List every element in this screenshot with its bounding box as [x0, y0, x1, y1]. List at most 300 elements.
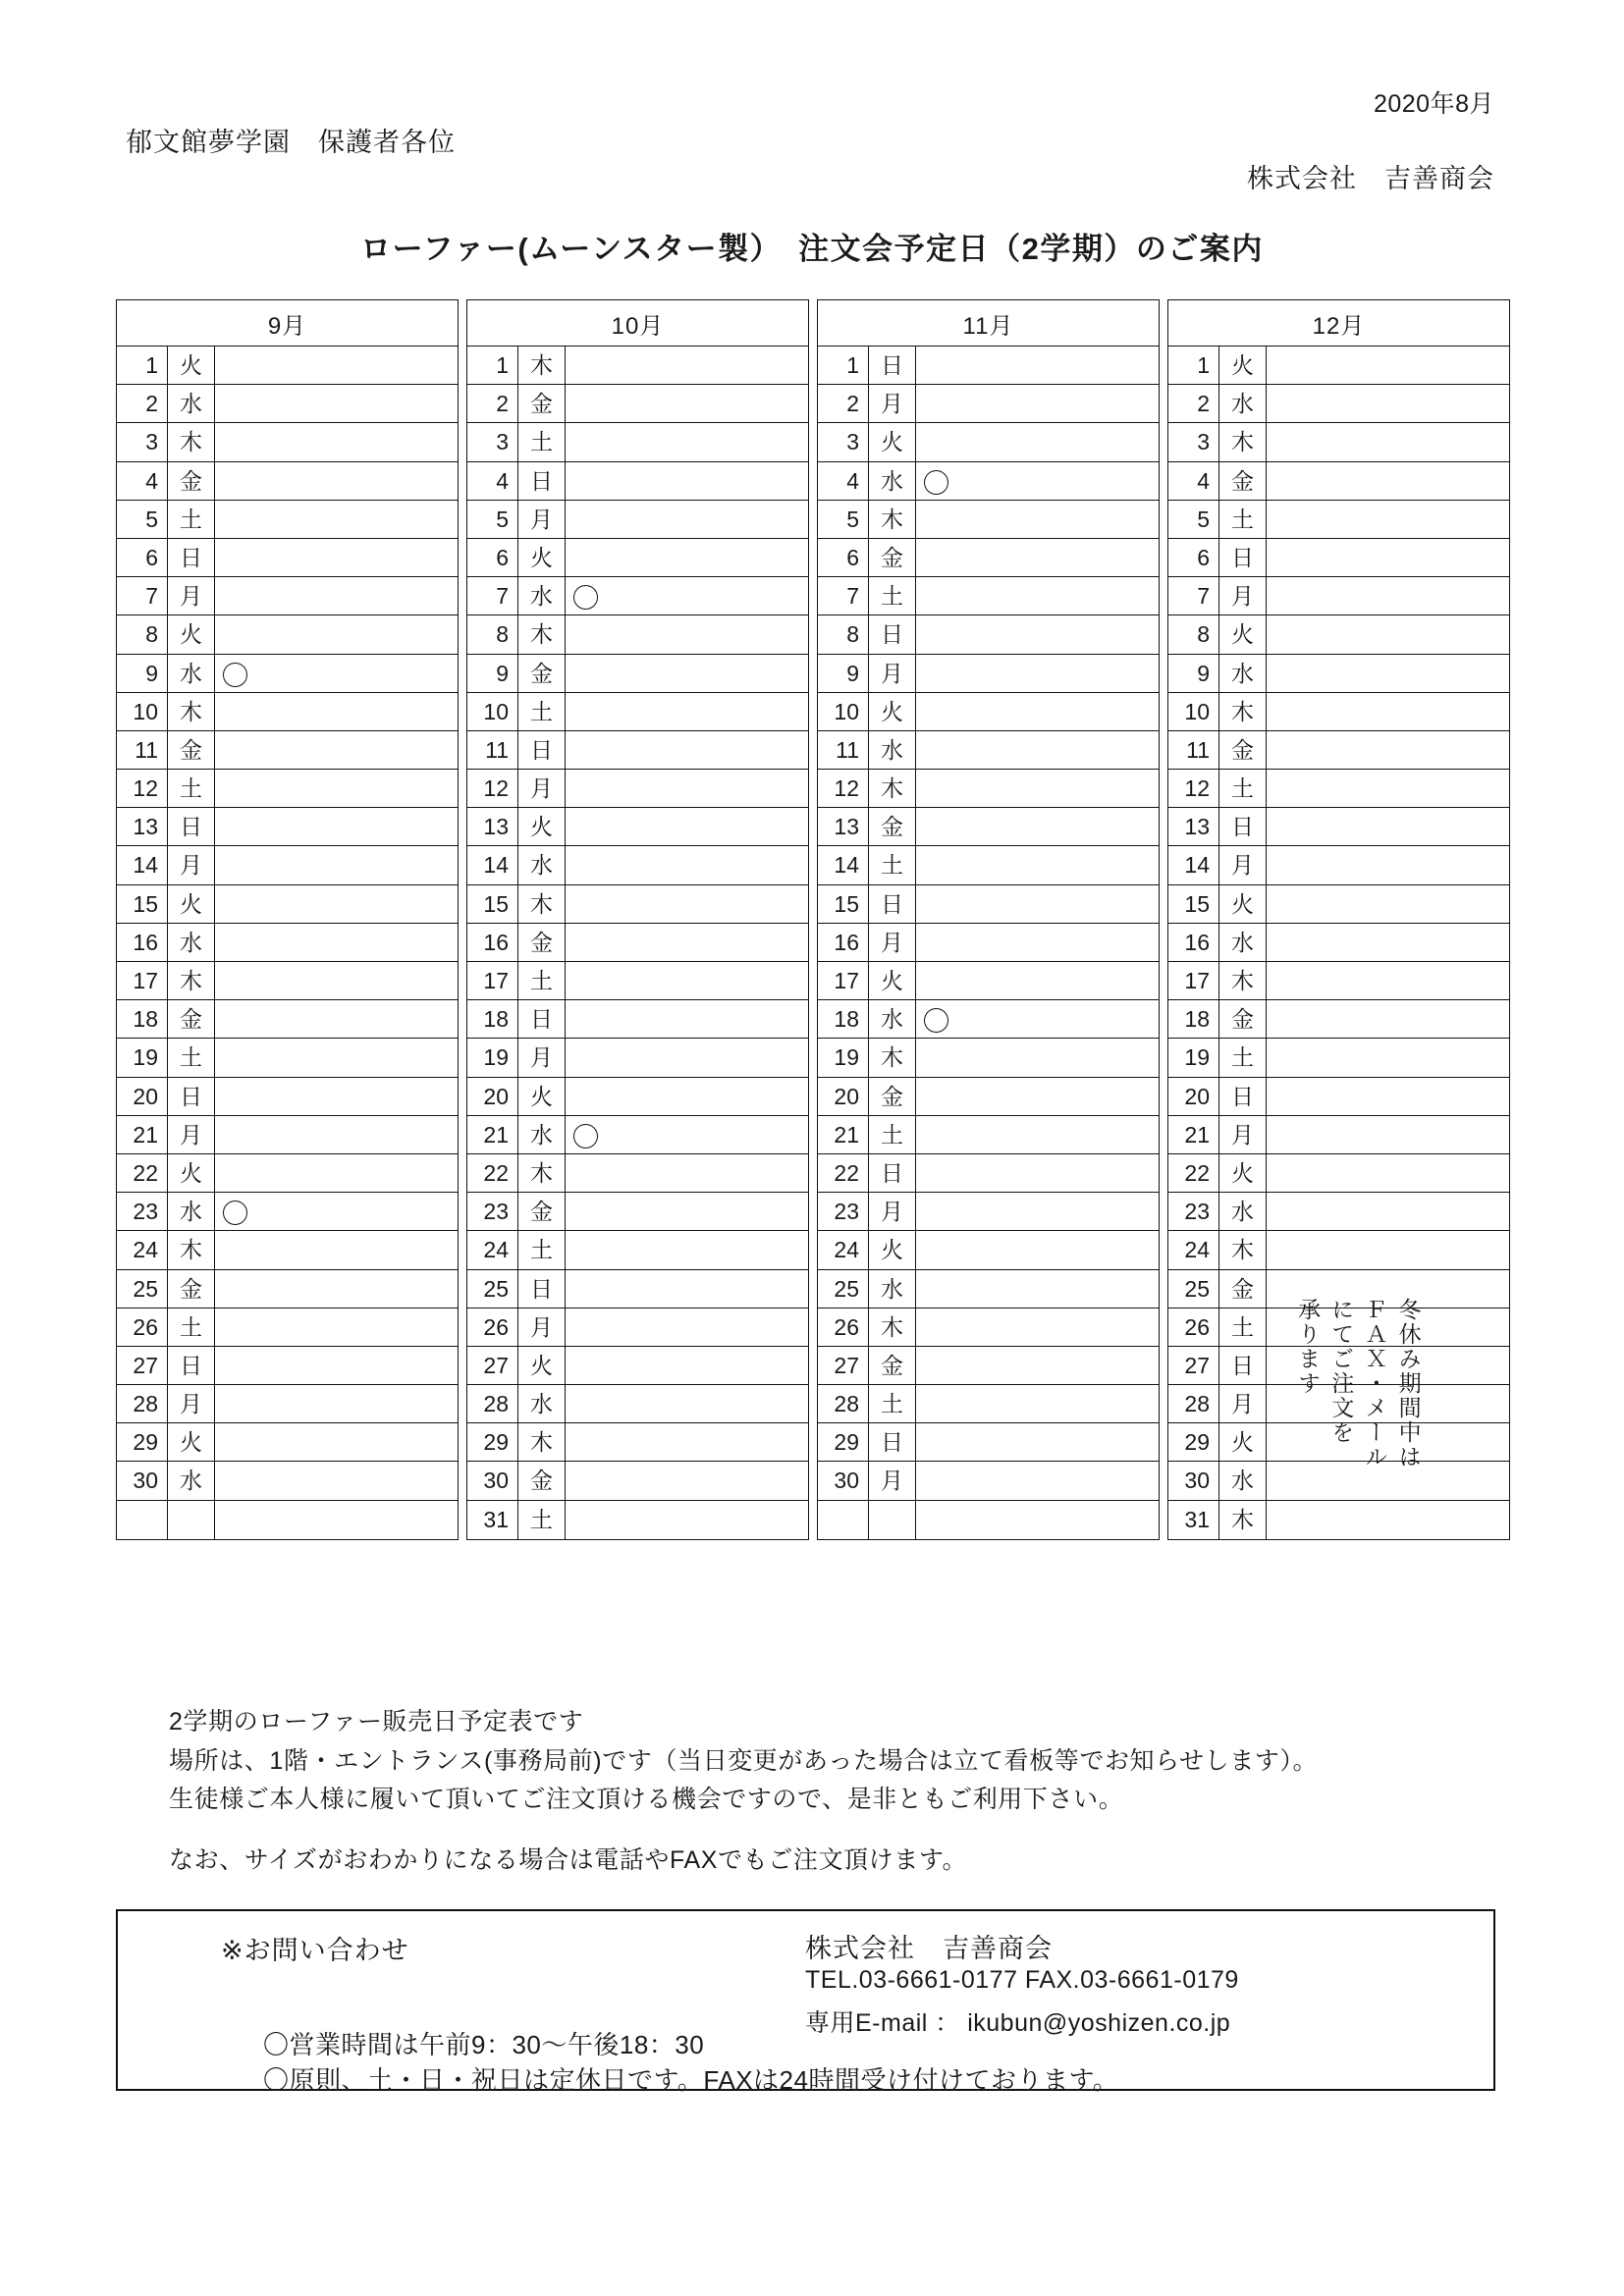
- calendar-order-day-mark: [215, 1154, 458, 1192]
- calendar-order-day-mark: [1267, 846, 1509, 883]
- calendar-order-day-mark: [916, 1154, 1159, 1192]
- calendar-weekday: 金: [518, 385, 566, 422]
- calendar-weekday: 日: [168, 539, 215, 576]
- calendar-day-row: [467, 1270, 808, 1308]
- calendar-order-day-mark: [1267, 770, 1509, 807]
- calendar-order-day-mark: [215, 1039, 458, 1076]
- calendar-day-number: 19: [117, 1039, 168, 1076]
- calendar-weekday: 月: [869, 1462, 916, 1499]
- calendar-weekday: 水: [869, 1270, 916, 1308]
- calendar-day-row: [818, 885, 1159, 924]
- calendar-weekday: 水: [1219, 1462, 1267, 1499]
- calendar-order-day-mark: [566, 1385, 808, 1422]
- calendar-day-number: 5: [1168, 501, 1219, 538]
- calendar-weekday: 水: [1219, 385, 1267, 422]
- calendar-order-day-mark: [215, 501, 458, 538]
- calendar-day-row: [117, 924, 458, 962]
- winter-break-note-line-2: ＦＡＸ・メール: [1362, 1298, 1388, 1469]
- calendar-day-number: 14: [467, 846, 518, 883]
- calendar-day-row: [467, 962, 808, 1000]
- calendar-day-row: [1168, 731, 1509, 770]
- calendar-day-row: [117, 423, 458, 461]
- calendar-day-row: [818, 1039, 1159, 1077]
- calendar-day-number: 31: [1168, 1501, 1219, 1539]
- calendar-day-number: 22: [818, 1154, 869, 1192]
- calendar-day-row: [1168, 846, 1509, 884]
- calendar-day-row: [1168, 1000, 1509, 1039]
- winter-break-note-line-4: 承ります: [1295, 1298, 1322, 1396]
- calendar-day-row: [818, 1154, 1159, 1193]
- calendar-day-row: [117, 1154, 458, 1193]
- calendar-day-number: 9: [467, 655, 518, 692]
- calendar-day-row: [1168, 962, 1509, 1000]
- calendar-order-day-mark: [1267, 1193, 1509, 1230]
- calendar-day-row: [117, 846, 458, 884]
- calendar-day-row: [1168, 655, 1509, 693]
- calendar-order-day-mark: [916, 385, 1159, 422]
- calendar-day-number: 16: [117, 924, 168, 961]
- calendar-order-day-mark: [916, 1078, 1159, 1115]
- calendar-weekday: 日: [869, 615, 916, 653]
- winter-break-note-line-3: にてご注文を: [1328, 1298, 1355, 1445]
- calendar-weekday: 土: [168, 501, 215, 538]
- calendar-day-row: [117, 385, 458, 423]
- circle-icon: [573, 585, 598, 610]
- calendar-weekday: 木: [1219, 1231, 1267, 1268]
- calendar-day-number: 20: [818, 1078, 869, 1115]
- calendar-order-day-mark: [566, 347, 808, 384]
- calendar-order-day-mark: [1267, 693, 1509, 730]
- calendar-weekday: 土: [1219, 501, 1267, 538]
- calendar-weekday: 土: [168, 770, 215, 807]
- calendar-day-row: [117, 1000, 458, 1039]
- calendar-day-number: 29: [818, 1423, 869, 1461]
- calendar-weekday: 日: [518, 462, 566, 500]
- calendar-day-number: 27: [117, 1347, 168, 1384]
- calendar-day-row: [1168, 423, 1509, 461]
- calendar-day-number: 25: [467, 1270, 518, 1308]
- calendar-day-number: 29: [1168, 1423, 1219, 1461]
- calendar-day-row: [467, 347, 808, 385]
- calendar-weekday: 水: [1219, 924, 1267, 961]
- calendar-order-day-mark: [566, 1116, 808, 1153]
- calendar-order-day-mark: [566, 462, 808, 500]
- calendar-month-header: 11月: [818, 300, 1159, 347]
- circle-icon: [573, 1124, 598, 1148]
- calendar-order-day-mark: [1267, 1154, 1509, 1192]
- calendar-day-number: 17: [1168, 962, 1219, 999]
- calendar-order-day-mark: [215, 885, 458, 923]
- calendar-order-day-mark: [566, 1462, 808, 1499]
- calendar-day-row: [818, 1347, 1159, 1385]
- calendar-weekday: 金: [869, 808, 916, 845]
- calendar-day-row: [467, 731, 808, 770]
- circle-icon: [924, 470, 948, 495]
- calendar-weekday: 水: [168, 655, 215, 692]
- calendar-day-number: 7: [818, 577, 869, 614]
- calendar-day-number: 14: [818, 846, 869, 883]
- calendar-day-number: 7: [1168, 577, 1219, 614]
- holiday-info: 〇原則、土・日・祝日は定休日です。FAXは24時間受け付けております。: [263, 2065, 1119, 2095]
- calendar-day-number: 20: [1168, 1078, 1219, 1115]
- calendar-weekday: 水: [168, 924, 215, 961]
- calendar-order-day-mark: [1267, 962, 1509, 999]
- calendar-order-day-mark: [566, 1501, 808, 1539]
- calendar-order-day-mark: [916, 962, 1159, 999]
- calendar-order-day-mark: [1267, 1231, 1509, 1268]
- addressee: 郁文館夢学園 保護者各位: [126, 128, 456, 157]
- calendar-order-day-mark: [215, 1347, 458, 1384]
- calendar-order-day-mark: [566, 1039, 808, 1076]
- calendar-day-row: [818, 1078, 1159, 1116]
- calendar-day-row: [818, 423, 1159, 461]
- calendar-day-row: [818, 539, 1159, 577]
- calendar-day-number: 23: [1168, 1193, 1219, 1230]
- calendar-order-day-mark: [566, 731, 808, 769]
- calendar-weekday: 火: [168, 1423, 215, 1461]
- calendar-day-number: 11: [117, 731, 168, 769]
- calendar-weekday: 火: [518, 1078, 566, 1115]
- calendar-weekday: 日: [518, 731, 566, 769]
- calendar-day-row: [818, 462, 1159, 501]
- calendar-order-day-mark: [916, 1000, 1159, 1038]
- calendar-day-number: 26: [117, 1308, 168, 1346]
- calendar-day-number: 3: [1168, 423, 1219, 460]
- calendar-day-row: [117, 539, 458, 577]
- calendar-order-day-mark: [566, 693, 808, 730]
- calendar-weekday: 木: [1219, 693, 1267, 730]
- note-spacer: [169, 1820, 1318, 1842]
- calendar-day-number: 26: [1168, 1308, 1219, 1346]
- calendar-weekday: 水: [168, 1193, 215, 1230]
- calendar-order-day-mark: [215, 347, 458, 384]
- calendar-day-number: 25: [818, 1270, 869, 1308]
- calendar-weekday: 木: [518, 615, 566, 653]
- calendar-day-row: [467, 539, 808, 577]
- calendar-weekday: 月: [168, 1116, 215, 1153]
- calendar-month-header: 9月: [117, 300, 458, 347]
- calendar-day-row: [467, 1000, 808, 1039]
- calendar-day-number: 4: [1168, 462, 1219, 500]
- calendar-day-row: [467, 501, 808, 539]
- calendar-day-row: [467, 1462, 808, 1500]
- calendar-day-number: 24: [117, 1231, 168, 1268]
- calendar-day-number: 26: [818, 1308, 869, 1346]
- calendar-day-number: 24: [1168, 1231, 1219, 1268]
- calendar-day-row: [818, 1385, 1159, 1423]
- calendar-order-day-mark: [215, 924, 458, 961]
- calendar-day-number: 12: [467, 770, 518, 807]
- calendar-day-number: 15: [818, 885, 869, 923]
- calendar-order-day-mark: [215, 615, 458, 653]
- calendar-order-day-mark: [566, 1308, 808, 1346]
- calendar-weekday: 木: [168, 423, 215, 460]
- calendar-day-number: 3: [818, 423, 869, 460]
- calendar-body: [467, 347, 808, 1539]
- calendar-day-number: 19: [818, 1039, 869, 1076]
- calendar-weekday: 木: [168, 962, 215, 999]
- calendar-day-row: [467, 1154, 808, 1193]
- calendar-order-day-mark: [1267, 423, 1509, 460]
- calendar-order-day-mark: [566, 1154, 808, 1192]
- calendar-day-number: 30: [467, 1462, 518, 1499]
- calendar-weekday: 金: [518, 1193, 566, 1230]
- calendar-order-day-mark: [566, 924, 808, 961]
- contact-box: [116, 1909, 1495, 2095]
- calendar-weekday: 月: [518, 1308, 566, 1346]
- calendar-weekday: 火: [168, 347, 215, 384]
- calendar-order-day-mark: [566, 385, 808, 422]
- calendar-day-row: [117, 1501, 458, 1539]
- calendar-day-number: 31: [467, 1501, 518, 1539]
- calendar-order-day-mark: [1267, 462, 1509, 500]
- calendar-day-number: 17: [117, 962, 168, 999]
- page-title: ローファー(ムーンスター製） 注文会予定日（2学期）のご案内: [360, 232, 1264, 266]
- calendar-day-number: 15: [117, 885, 168, 923]
- calendar-day-row: [818, 1270, 1159, 1308]
- calendar-day-row: [117, 1385, 458, 1423]
- calendar-day-number: 3: [117, 423, 168, 460]
- calendar-order-day-mark: [916, 693, 1159, 730]
- calendar-weekday: 土: [518, 693, 566, 730]
- calendar-weekday: 日: [869, 1423, 916, 1461]
- calendar-order-day-mark: [566, 885, 808, 923]
- contact-tel-fax: TEL.03-6661-0177 FAX.03-6661-0179: [805, 1966, 1239, 1994]
- calendar-body: [117, 347, 458, 1539]
- calendar-day-row: [117, 1270, 458, 1308]
- body-notes: [169, 1703, 1318, 1880]
- calendar-day-number: 27: [818, 1347, 869, 1384]
- calendar-weekday: 月: [869, 385, 916, 422]
- calendar-day-row: [117, 885, 458, 924]
- calendar-day-row: [117, 1116, 458, 1154]
- calendar-weekday: 日: [168, 1078, 215, 1115]
- calendar-day-row: [117, 1308, 458, 1347]
- calendar-day-number: 9: [1168, 655, 1219, 692]
- calendar-weekday: 木: [869, 1039, 916, 1076]
- calendar-day-row: [117, 1423, 458, 1462]
- calendar-order-day-mark: [215, 1231, 458, 1268]
- calendar-weekday: 火: [168, 1154, 215, 1192]
- calendar-weekday: 木: [869, 1308, 916, 1346]
- calendar-order-day-mark: [1267, 731, 1509, 769]
- calendar-order-day-mark: [1267, 501, 1509, 538]
- calendar-day-row: [467, 1231, 808, 1269]
- calendar-day-row: [1168, 1116, 1509, 1154]
- calendar-day-number: 16: [818, 924, 869, 961]
- calendar-weekday: 日: [869, 347, 916, 384]
- calendar-weekday: 土: [518, 1501, 566, 1539]
- calendar-weekday: 火: [518, 1347, 566, 1384]
- calendar-weekday: 金: [869, 539, 916, 576]
- calendar-order-day-mark: [916, 1308, 1159, 1346]
- calendar-day-row: [117, 577, 458, 615]
- calendar-day-row: [467, 808, 808, 846]
- calendar-weekday: 水: [518, 1385, 566, 1422]
- calendar-order-day-mark: [566, 808, 808, 845]
- calendar-day-number: 25: [117, 1270, 168, 1308]
- calendar-day-number: 9: [818, 655, 869, 692]
- calendar-order-day-mark: [566, 770, 808, 807]
- calendar-order-day-mark: [566, 1000, 808, 1038]
- calendar-order-day-mark: [566, 846, 808, 883]
- calendar-order-day-mark: [1267, 1078, 1509, 1115]
- calendar-day-number: 1: [467, 347, 518, 384]
- calendar-october: [466, 299, 809, 1540]
- calendar-order-day-mark: [215, 1193, 458, 1230]
- calendar-weekday: 土: [168, 1308, 215, 1346]
- calendar-order-day-mark: [566, 1270, 808, 1308]
- calendar-day-number: 3: [467, 423, 518, 460]
- calendar-day-row: [467, 1385, 808, 1423]
- calendar-day-number: 24: [467, 1231, 518, 1268]
- calendar-day-number: 16: [1168, 924, 1219, 961]
- calendar-month-header: 10月: [467, 300, 808, 347]
- calendar-day-number: 25: [1168, 1270, 1219, 1308]
- calendar-day-number: 30: [1168, 1462, 1219, 1499]
- calendar-day-number: 11: [818, 731, 869, 769]
- note-line-2: 場所は、1階・エントランス(事務局前)です（当日変更があった場合は立て看板等でお知らせします）。: [169, 1746, 1319, 1775]
- calendar-weekday: 火: [869, 1231, 916, 1268]
- calendar-order-day-mark: [916, 615, 1159, 653]
- calendar-day-row: [818, 808, 1159, 846]
- calendar-day-row: [818, 924, 1159, 962]
- calendar-weekday: 火: [1219, 347, 1267, 384]
- calendar-order-day-mark: [215, 1078, 458, 1115]
- calendar-day-number: 21: [1168, 1116, 1219, 1153]
- calendar-order-day-mark: [566, 962, 808, 999]
- calendar-day-number: 28: [1168, 1385, 1219, 1422]
- calendar-day-number: 2: [1168, 385, 1219, 422]
- calendar-day-row: [1168, 924, 1509, 962]
- calendar-day-number: 6: [467, 539, 518, 576]
- calendar-weekday: 土: [518, 962, 566, 999]
- calendar-weekday: 月: [1219, 1385, 1267, 1422]
- calendar-day-row: [467, 1347, 808, 1385]
- calendar-weekday: 水: [1219, 1193, 1267, 1230]
- calendar-day-number: 1: [818, 347, 869, 384]
- calendar-day-number: 7: [117, 577, 168, 614]
- calendar-weekday: 火: [1219, 1154, 1267, 1192]
- calendar-order-day-mark: [916, 423, 1159, 460]
- calendar-day-row: [117, 1078, 458, 1116]
- calendar-weekday: 土: [1219, 1308, 1267, 1346]
- calendar-day-row: [1168, 885, 1509, 924]
- calendar-day-number: 13: [818, 808, 869, 845]
- calendar-order-day-mark: [215, 1385, 458, 1422]
- calendar-weekday: 木: [1219, 1501, 1267, 1539]
- calendar-day-row: [117, 808, 458, 846]
- calendar-day-number: 13: [1168, 808, 1219, 845]
- calendar-weekday: 火: [869, 962, 916, 999]
- calendar-order-day-mark: [1267, 655, 1509, 692]
- calendar-order-day-mark: [215, 962, 458, 999]
- business-hours: 〇営業時間は午前9：30～午後18：30: [263, 2030, 705, 2059]
- calendar-day-row: [467, 1423, 808, 1462]
- calendar-day-row: [818, 1308, 1159, 1347]
- calendar-order-day-mark: [215, 1462, 458, 1499]
- calendar-day-row: [1168, 615, 1509, 654]
- calendar-order-day-mark: [1267, 615, 1509, 653]
- calendar-day-number: 27: [467, 1347, 518, 1384]
- calendar-weekday: 水: [869, 462, 916, 500]
- calendar-order-day-mark: [1267, 539, 1509, 576]
- calendar-weekday: 火: [1219, 615, 1267, 653]
- calendar-weekday: 水: [869, 1000, 916, 1038]
- calendar-day-number: 23: [467, 1193, 518, 1230]
- winter-break-note: [1296, 1298, 1421, 1563]
- calendar-day-number: 10: [117, 693, 168, 730]
- calendar-day-row: [818, 501, 1159, 539]
- calendar-day-row: [818, 731, 1159, 770]
- calendar-order-day-mark: [916, 1423, 1159, 1461]
- calendar-day-row: [1168, 1193, 1509, 1231]
- calendar-day-number: 29: [467, 1423, 518, 1461]
- calendar-day-number: 1: [117, 347, 168, 384]
- calendar-day-number: 6: [1168, 539, 1219, 576]
- calendar-day-row: [467, 1308, 808, 1347]
- calendar-weekday: 日: [869, 885, 916, 923]
- calendar-day-row: [117, 1462, 458, 1500]
- calendar-day-number: 11: [1168, 731, 1219, 769]
- calendar-day-row: [467, 577, 808, 615]
- calendar-day-number: 19: [1168, 1039, 1219, 1076]
- calendar-day-number: 4: [117, 462, 168, 500]
- calendar-day-row: [117, 347, 458, 385]
- calendar-weekday: 日: [1219, 539, 1267, 576]
- calendar-weekday: 土: [518, 423, 566, 460]
- calendar-order-day-mark: [566, 501, 808, 538]
- calendar-day-number: 11: [467, 731, 518, 769]
- calendar-order-day-mark: [215, 808, 458, 845]
- calendar-weekday: 月: [168, 846, 215, 883]
- calendar-order-day-mark: [566, 423, 808, 460]
- calendar-order-day-mark: [916, 731, 1159, 769]
- calendar-weekday: 火: [869, 693, 916, 730]
- note-line-3: 生徒様ご本人様に履いて頂いてご注文頂ける機会ですので、是非ともご利用下さい。: [169, 1786, 1124, 1813]
- calendar-day-row: [818, 347, 1159, 385]
- calendar-weekday: 月: [869, 655, 916, 692]
- calendar-order-day-mark: [215, 693, 458, 730]
- calendar-weekday: 金: [1219, 1000, 1267, 1038]
- calendar-order-day-mark: [916, 770, 1159, 807]
- calendar-weekday: 土: [869, 846, 916, 883]
- calendar-weekday: 月: [1219, 1116, 1267, 1153]
- calendar-day-number: 1: [1168, 347, 1219, 384]
- note-line-4: なお、サイズがおわかりになる場合は電話やFAXでもご注文頂けます。: [169, 1845, 968, 1874]
- circle-icon: [223, 1201, 247, 1225]
- calendar-day-row: [818, 770, 1159, 808]
- calendar-weekday: 土: [168, 1039, 215, 1076]
- calendar-day-row: [1168, 385, 1509, 423]
- calendar-order-day-mark: [215, 846, 458, 883]
- calendar-weekday: 月: [869, 924, 916, 961]
- calendar-weekday: 水: [168, 385, 215, 422]
- calendar-november: [817, 299, 1160, 1540]
- calendar-day-number: 21: [818, 1116, 869, 1153]
- calendar-weekday: 火: [869, 423, 916, 460]
- calendar-order-day-mark: [566, 1423, 808, 1461]
- calendar-day-row: [818, 577, 1159, 615]
- calendar-weekday: 水: [518, 1116, 566, 1153]
- calendar-day-number: 21: [117, 1116, 168, 1153]
- calendar-day-number: 22: [467, 1154, 518, 1192]
- calendar-day-number: 5: [117, 501, 168, 538]
- calendar-weekday: 木: [518, 347, 566, 384]
- calendar-day-number: 5: [818, 501, 869, 538]
- calendar-weekday: 木: [869, 501, 916, 538]
- calendar-weekday: 水: [168, 1462, 215, 1499]
